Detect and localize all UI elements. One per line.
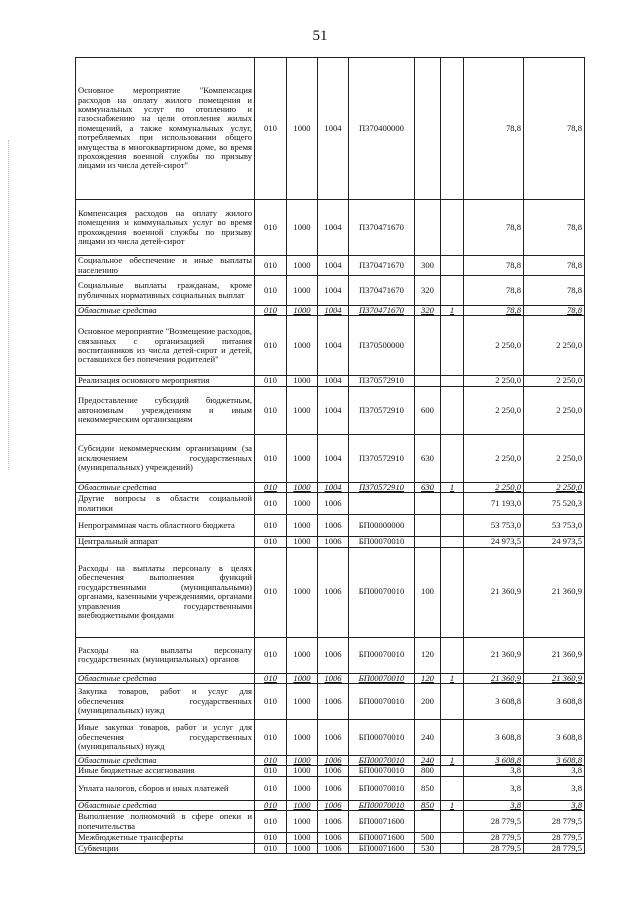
row-sum-1: 2 250,0 bbox=[464, 386, 524, 434]
budget-table bbox=[75, 57, 585, 854]
row-name: Компенсация расходов на оплату жилого помещения и коммунальных услуг во время прохождения военной службы по призыву лицами из числа детей-сирот bbox=[76, 200, 255, 256]
row-sum-2: 28 779,5 bbox=[524, 843, 585, 853]
row-code-gr: 010 bbox=[255, 276, 287, 306]
table-row bbox=[76, 276, 585, 306]
row-code-pr: 1004 bbox=[318, 482, 349, 492]
row-code-vr: 320 bbox=[415, 276, 441, 306]
row-code-ist bbox=[441, 256, 464, 276]
table-row bbox=[76, 756, 585, 766]
row-code-cs: П370572910 bbox=[349, 386, 415, 434]
row-code-rz: 1000 bbox=[287, 493, 318, 515]
row-name: Областные средства bbox=[76, 800, 255, 810]
table-row bbox=[76, 673, 585, 683]
row-code-gr: 010 bbox=[255, 482, 287, 492]
row-code-cs: П370572910 bbox=[349, 482, 415, 492]
row-name: Основное мероприятие "Компенсация расходов на оплату жилого помещения и коммунальных услуг по отоплению и газоснабжению на цели отопления жилых помещений, а также коммунальных услуг, потребляемых при использовании общего имущества в многоквартирном доме, во время прохождения военной службы по призыву лицами из числа детей-сирот" bbox=[76, 58, 255, 200]
row-code-vr: 100 bbox=[415, 547, 441, 637]
row-code-vr bbox=[415, 537, 441, 547]
row-sum-1: 3,8 bbox=[464, 776, 524, 800]
row-code-gr: 010 bbox=[255, 493, 287, 515]
row-sum-1: 2 250,0 bbox=[464, 482, 524, 492]
row-code-pr: 1004 bbox=[318, 256, 349, 276]
table-row bbox=[76, 811, 585, 833]
row-sum-2: 21 360,9 bbox=[524, 637, 585, 673]
row-code-ist bbox=[441, 720, 464, 756]
row-code-gr: 010 bbox=[255, 756, 287, 766]
row-sum-2: 2 250,0 bbox=[524, 482, 585, 492]
table-row bbox=[76, 200, 585, 256]
row-sum-2: 78,8 bbox=[524, 306, 585, 316]
row-sum-2: 78,8 bbox=[524, 276, 585, 306]
row-name: Центральный аппарат bbox=[76, 537, 255, 547]
row-code-ist bbox=[441, 811, 464, 833]
row-code-vr: 630 bbox=[415, 482, 441, 492]
row-code-pr: 1006 bbox=[318, 547, 349, 637]
row-code-gr: 010 bbox=[255, 720, 287, 756]
row-sum-2: 3,8 bbox=[524, 776, 585, 800]
row-code-rz: 1000 bbox=[287, 376, 318, 386]
row-name: Другие вопросы в области социальной политики bbox=[76, 493, 255, 515]
row-code-gr: 010 bbox=[255, 800, 287, 810]
row-code-gr: 010 bbox=[255, 58, 287, 200]
row-code-rz: 1000 bbox=[287, 515, 318, 537]
row-sum-1: 24 973,5 bbox=[464, 537, 524, 547]
row-code-gr: 010 bbox=[255, 256, 287, 276]
row-name: Непрограммная часть областного бюджета bbox=[76, 515, 255, 537]
table-row bbox=[76, 515, 585, 537]
row-code-cs: П370400000 bbox=[349, 58, 415, 200]
row-code-pr: 1004 bbox=[318, 316, 349, 376]
row-code-vr: 240 bbox=[415, 720, 441, 756]
row-code-pr: 1006 bbox=[318, 811, 349, 833]
row-sum-1: 78,8 bbox=[464, 256, 524, 276]
row-code-pr: 1004 bbox=[318, 376, 349, 386]
row-sum-2: 3 608,8 bbox=[524, 720, 585, 756]
row-sum-2: 2 250,0 bbox=[524, 376, 585, 386]
table-row bbox=[76, 833, 585, 843]
row-code-ist bbox=[441, 515, 464, 537]
row-code-vr: 300 bbox=[415, 256, 441, 276]
table-row bbox=[76, 493, 585, 515]
row-sum-2: 3,8 bbox=[524, 766, 585, 776]
row-code-cs: П370471670 bbox=[349, 200, 415, 256]
row-sum-2: 2 250,0 bbox=[524, 386, 585, 434]
row-code-ist bbox=[441, 537, 464, 547]
row-code-rz: 1000 bbox=[287, 800, 318, 810]
table-row bbox=[76, 776, 585, 800]
budget-table-body bbox=[76, 58, 585, 854]
row-sum-1: 21 360,9 bbox=[464, 673, 524, 683]
row-name: Реализация основного мероприятия bbox=[76, 376, 255, 386]
row-name: Субвенции bbox=[76, 843, 255, 853]
row-name: Выполнение полномочий в сфере опеки и попечительства bbox=[76, 811, 255, 833]
row-code-pr: 1004 bbox=[318, 58, 349, 200]
table-row bbox=[76, 720, 585, 756]
row-sum-1: 2 250,0 bbox=[464, 376, 524, 386]
row-code-pr: 1006 bbox=[318, 720, 349, 756]
row-sum-2: 78,8 bbox=[524, 200, 585, 256]
row-code-cs: БП00070010 bbox=[349, 673, 415, 683]
row-name: Закупка товаров, работ и услуг для обеспечения государственных (муниципальных) нужд bbox=[76, 684, 255, 720]
row-name: Расходы на выплаты персоналу в целях обеспечения выполнения функций государственными (муниципальными) органами, казенными учреждениями, органами управления государственными внебюджетными фондами bbox=[76, 547, 255, 637]
row-name: Социальное обеспечение и иные выплаты населению bbox=[76, 256, 255, 276]
row-sum-2: 28 779,5 bbox=[524, 811, 585, 833]
row-code-pr: 1006 bbox=[318, 684, 349, 720]
row-sum-1: 28 779,5 bbox=[464, 833, 524, 843]
row-code-cs: П370471670 bbox=[349, 306, 415, 316]
row-code-rz: 1000 bbox=[287, 547, 318, 637]
row-name: Областные средства bbox=[76, 482, 255, 492]
row-code-rz: 1000 bbox=[287, 720, 318, 756]
row-code-vr: 600 bbox=[415, 386, 441, 434]
row-sum-2: 75 520,3 bbox=[524, 493, 585, 515]
row-code-rz: 1000 bbox=[287, 537, 318, 547]
table-row bbox=[76, 482, 585, 492]
row-sum-1: 2 250,0 bbox=[464, 434, 524, 482]
row-code-ist: 1 bbox=[441, 306, 464, 316]
table-row bbox=[76, 434, 585, 482]
row-code-cs: БП00070010 bbox=[349, 766, 415, 776]
table-row bbox=[76, 306, 585, 316]
row-code-pr: 1006 bbox=[318, 843, 349, 853]
row-code-cs: БП00071600 bbox=[349, 843, 415, 853]
row-code-vr bbox=[415, 200, 441, 256]
row-sum-1: 78,8 bbox=[464, 58, 524, 200]
row-code-ist: 1 bbox=[441, 756, 464, 766]
row-code-rz: 1000 bbox=[287, 306, 318, 316]
row-code-gr: 010 bbox=[255, 386, 287, 434]
row-code-gr: 010 bbox=[255, 547, 287, 637]
row-code-vr: 320 bbox=[415, 306, 441, 316]
row-sum-1: 71 193,0 bbox=[464, 493, 524, 515]
row-name: Субсидии некоммерческим организациям (за исключением государственных (муниципальных) учреждений) bbox=[76, 434, 255, 482]
row-sum-2: 2 250,0 bbox=[524, 316, 585, 376]
row-code-rz: 1000 bbox=[287, 766, 318, 776]
row-code-cs: БП00070010 bbox=[349, 800, 415, 810]
row-name: Социальные выплаты гражданам, кроме публичных нормативных социальных выплат bbox=[76, 276, 255, 306]
row-sum-1: 3,8 bbox=[464, 800, 524, 810]
row-sum-1: 21 360,9 bbox=[464, 547, 524, 637]
row-code-vr bbox=[415, 811, 441, 833]
row-sum-1: 3 608,8 bbox=[464, 756, 524, 766]
row-code-ist bbox=[441, 493, 464, 515]
row-code-vr bbox=[415, 316, 441, 376]
row-code-pr: 1004 bbox=[318, 200, 349, 256]
row-code-ist: 1 bbox=[441, 482, 464, 492]
row-code-gr: 010 bbox=[255, 376, 287, 386]
row-sum-2: 24 973,5 bbox=[524, 537, 585, 547]
row-sum-1: 78,8 bbox=[464, 200, 524, 256]
page-number: 51 bbox=[312, 28, 328, 44]
row-code-gr: 010 bbox=[255, 306, 287, 316]
row-sum-2: 21 360,9 bbox=[524, 547, 585, 637]
row-code-pr: 1004 bbox=[318, 386, 349, 434]
row-code-pr: 1006 bbox=[318, 637, 349, 673]
row-name: Межбюджетные трансферты bbox=[76, 833, 255, 843]
table-row bbox=[76, 547, 585, 637]
row-code-cs: П370471670 bbox=[349, 256, 415, 276]
row-code-pr: 1006 bbox=[318, 493, 349, 515]
row-code-pr: 1006 bbox=[318, 673, 349, 683]
row-sum-2: 3,8 bbox=[524, 800, 585, 810]
row-code-rz: 1000 bbox=[287, 833, 318, 843]
row-code-gr: 010 bbox=[255, 515, 287, 537]
row-name: Областные средства bbox=[76, 756, 255, 766]
row-code-gr: 010 bbox=[255, 766, 287, 776]
row-code-cs: БП00070010 bbox=[349, 756, 415, 766]
row-sum-2: 28 779,5 bbox=[524, 833, 585, 843]
row-sum-2: 21 360,9 bbox=[524, 673, 585, 683]
row-code-gr: 010 bbox=[255, 811, 287, 833]
row-code-cs: БП00000000 bbox=[349, 515, 415, 537]
row-sum-1: 78,8 bbox=[464, 276, 524, 306]
row-code-rz: 1000 bbox=[287, 843, 318, 853]
row-code-gr: 010 bbox=[255, 833, 287, 843]
row-code-cs: П370500000 bbox=[349, 316, 415, 376]
row-code-gr: 010 bbox=[255, 776, 287, 800]
row-code-ist bbox=[441, 547, 464, 637]
row-code-gr: 010 bbox=[255, 537, 287, 547]
row-code-vr: 850 bbox=[415, 776, 441, 800]
row-sum-2: 53 753,0 bbox=[524, 515, 585, 537]
row-code-rz: 1000 bbox=[287, 482, 318, 492]
row-sum-2: 78,8 bbox=[524, 256, 585, 276]
table-row bbox=[76, 637, 585, 673]
row-code-ist bbox=[441, 637, 464, 673]
row-code-ist bbox=[441, 386, 464, 434]
row-code-rz: 1000 bbox=[287, 776, 318, 800]
row-code-ist bbox=[441, 766, 464, 776]
table-row bbox=[76, 684, 585, 720]
table-row bbox=[76, 376, 585, 386]
row-code-vr: 850 bbox=[415, 800, 441, 810]
table-row bbox=[76, 316, 585, 376]
row-code-pr: 1006 bbox=[318, 833, 349, 843]
row-code-rz: 1000 bbox=[287, 811, 318, 833]
row-code-vr: 500 bbox=[415, 833, 441, 843]
row-code-pr: 1006 bbox=[318, 537, 349, 547]
row-code-ist bbox=[441, 376, 464, 386]
row-code-pr: 1004 bbox=[318, 434, 349, 482]
row-sum-2: 2 250,0 bbox=[524, 434, 585, 482]
row-name: Предоставление субсидий бюджетным, автономным учреждениям и иным некоммерческим организациям bbox=[76, 386, 255, 434]
row-code-vr: 800 bbox=[415, 766, 441, 776]
row-code-rz: 1000 bbox=[287, 434, 318, 482]
row-name: Областные средства bbox=[76, 673, 255, 683]
row-code-gr: 010 bbox=[255, 673, 287, 683]
row-code-rz: 1000 bbox=[287, 276, 318, 306]
row-name: Основное мероприятие "Возмещение расходов, связанных с организацией питания воспитанников из числа детей-сирот и детей, оставшихся без попечения родителей" bbox=[76, 316, 255, 376]
table-row bbox=[76, 386, 585, 434]
row-name: Расходы на выплаты персоналу государственных (муниципальных) органов bbox=[76, 637, 255, 673]
row-code-ist bbox=[441, 684, 464, 720]
row-code-ist bbox=[441, 276, 464, 306]
row-code-gr: 010 bbox=[255, 434, 287, 482]
row-code-pr: 1004 bbox=[318, 306, 349, 316]
row-code-cs bbox=[349, 493, 415, 515]
table-row bbox=[76, 537, 585, 547]
row-code-gr: 010 bbox=[255, 843, 287, 853]
row-sum-2: 78,8 bbox=[524, 58, 585, 200]
table-row bbox=[76, 843, 585, 853]
row-code-ist bbox=[441, 833, 464, 843]
row-code-vr: 120 bbox=[415, 673, 441, 683]
row-code-pr: 1006 bbox=[318, 756, 349, 766]
row-code-rz: 1000 bbox=[287, 637, 318, 673]
row-name: Иные закупки товаров, работ и услуг для обеспечения государственных (муниципальных) нужд bbox=[76, 720, 255, 756]
row-sum-1: 28 779,5 bbox=[464, 843, 524, 853]
row-code-vr: 240 bbox=[415, 756, 441, 766]
row-sum-1: 3,8 bbox=[464, 766, 524, 776]
row-name: Иные бюджетные ассигнования bbox=[76, 766, 255, 776]
table-row bbox=[76, 256, 585, 276]
row-code-ist bbox=[441, 200, 464, 256]
row-code-ist bbox=[441, 434, 464, 482]
row-code-gr: 010 bbox=[255, 684, 287, 720]
row-code-rz: 1000 bbox=[287, 684, 318, 720]
row-sum-1: 28 779,5 bbox=[464, 811, 524, 833]
row-code-ist: 1 bbox=[441, 800, 464, 810]
row-code-cs: БП00070010 bbox=[349, 547, 415, 637]
row-name: Областные средства bbox=[76, 306, 255, 316]
row-code-gr: 010 bbox=[255, 200, 287, 256]
row-code-cs: П370572910 bbox=[349, 376, 415, 386]
row-code-pr: 1006 bbox=[318, 515, 349, 537]
table-row bbox=[76, 800, 585, 810]
row-code-vr bbox=[415, 515, 441, 537]
row-code-pr: 1006 bbox=[318, 776, 349, 800]
row-code-cs: БП00070010 bbox=[349, 684, 415, 720]
row-sum-1: 2 250,0 bbox=[464, 316, 524, 376]
row-code-rz: 1000 bbox=[287, 200, 318, 256]
row-code-rz: 1000 bbox=[287, 673, 318, 683]
row-code-vr: 630 bbox=[415, 434, 441, 482]
row-code-gr: 010 bbox=[255, 637, 287, 673]
table-row bbox=[76, 58, 585, 200]
row-code-ist: 1 bbox=[441, 673, 464, 683]
row-code-vr bbox=[415, 58, 441, 200]
row-code-vr bbox=[415, 376, 441, 386]
row-sum-1: 53 753,0 bbox=[464, 515, 524, 537]
row-code-cs: П370572910 bbox=[349, 434, 415, 482]
row-code-rz: 1000 bbox=[287, 386, 318, 434]
row-sum-1: 3 608,8 bbox=[464, 720, 524, 756]
row-sum-2: 3 608,8 bbox=[524, 684, 585, 720]
row-sum-1: 3 608,8 bbox=[464, 684, 524, 720]
row-sum-2: 3 608,8 bbox=[524, 756, 585, 766]
row-code-pr: 1006 bbox=[318, 800, 349, 810]
row-code-cs: БП00070010 bbox=[349, 537, 415, 547]
row-code-cs: БП00070010 bbox=[349, 637, 415, 673]
row-code-vr: 530 bbox=[415, 843, 441, 853]
row-code-ist bbox=[441, 843, 464, 853]
row-code-pr: 1006 bbox=[318, 766, 349, 776]
row-code-ist bbox=[441, 776, 464, 800]
row-code-gr: 010 bbox=[255, 316, 287, 376]
row-sum-1: 78,8 bbox=[464, 306, 524, 316]
row-code-rz: 1000 bbox=[287, 316, 318, 376]
row-code-vr: 200 bbox=[415, 684, 441, 720]
row-code-rz: 1000 bbox=[287, 756, 318, 766]
row-code-pr: 1004 bbox=[318, 276, 349, 306]
row-code-cs: БП00070010 bbox=[349, 776, 415, 800]
binding-margin-mark bbox=[8, 140, 13, 470]
row-code-vr: 120 bbox=[415, 637, 441, 673]
table-row bbox=[76, 766, 585, 776]
row-code-rz: 1000 bbox=[287, 58, 318, 200]
row-code-vr bbox=[415, 493, 441, 515]
row-code-rz: 1000 bbox=[287, 256, 318, 276]
row-code-cs: БП00071600 bbox=[349, 811, 415, 833]
row-code-cs: БП00071600 bbox=[349, 833, 415, 843]
row-code-cs: БП00070010 bbox=[349, 720, 415, 756]
row-code-ist bbox=[441, 58, 464, 200]
row-code-cs: П370471670 bbox=[349, 276, 415, 306]
row-name: Уплата налогов, сборов и иных платежей bbox=[76, 776, 255, 800]
row-sum-1: 21 360,9 bbox=[464, 637, 524, 673]
row-code-ist bbox=[441, 316, 464, 376]
